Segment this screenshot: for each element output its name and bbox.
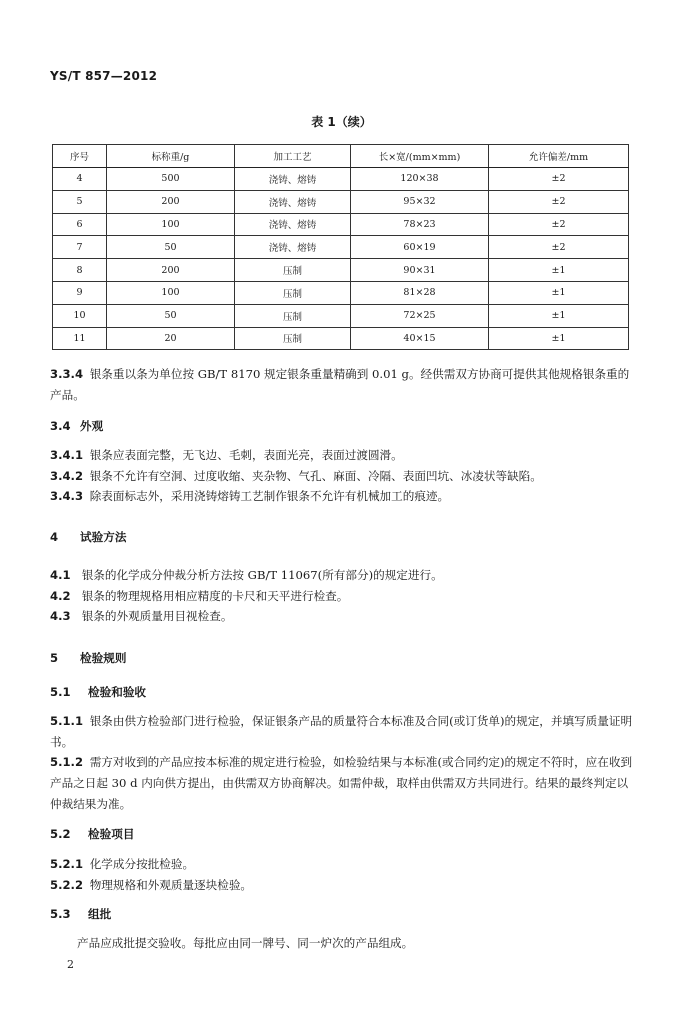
- table-cell: 压制: [235, 304, 351, 327]
- column-header: 标称重/g: [107, 145, 235, 168]
- table-cell: ±1: [489, 304, 629, 327]
- table-cell: ±2: [489, 236, 629, 259]
- table-row: [53, 236, 629, 259]
- heading-title: 检验项目: [88, 827, 135, 841]
- table-cell: 压制: [235, 259, 351, 282]
- clause-number: 3.3.4: [50, 367, 84, 381]
- table-cell: ±1: [489, 327, 629, 350]
- table-row: [53, 190, 629, 213]
- table-cell: 60×19: [351, 236, 489, 259]
- table-cell: 浇铸、熔铸: [235, 236, 351, 259]
- table-cell: 11: [53, 327, 107, 350]
- table-cell: 10: [53, 304, 107, 327]
- table-caption: 表 1（续）: [311, 115, 372, 129]
- clause-5-1-2: [50, 752, 635, 815]
- clause-5-2-1: [50, 856, 635, 873]
- clause-number: 5.2.1: [50, 857, 84, 871]
- table-row: [53, 213, 629, 236]
- table-cell: ±2: [489, 213, 629, 236]
- table-cell: 90×31: [351, 259, 489, 282]
- clause-text: 除表面标志外，采用浇铸熔铸工艺制作银条不允许有机械加工的痕迹。: [89, 489, 450, 503]
- clause-text: 银条不允许有空洞、过度收缩、夹杂物、气孔、麻面、冷隔、表面凹坑、冰凌状等缺陷。: [89, 469, 542, 483]
- clause-3-3-4: [50, 364, 635, 406]
- table-cell: 40×15: [351, 327, 489, 350]
- table-cell: 7: [53, 236, 107, 259]
- table-cell: ±2: [489, 168, 629, 191]
- table-row: [53, 327, 629, 350]
- table-cell: 200: [107, 259, 235, 282]
- table-cell: 8: [53, 259, 107, 282]
- table-cell: 78×23: [351, 213, 489, 236]
- table-cell: 压制: [235, 281, 351, 304]
- clause-3-4-1: [50, 447, 635, 464]
- clause-3-4-3: [50, 488, 635, 505]
- clause-text: 化学成分按批检验。: [89, 857, 195, 871]
- clause-number: 3.4.1: [50, 448, 84, 462]
- clause-number: 4.2: [50, 589, 71, 603]
- clause-text: 银条的物理规格用相应精度的卡尺和天平进行检查。: [81, 589, 349, 603]
- heading-4: [50, 529, 126, 546]
- column-header: 加工工艺: [235, 145, 351, 168]
- table-cell: 200: [107, 190, 235, 213]
- standard-code: YS/T 857—2012: [50, 69, 158, 83]
- clause-text: 银条重以条为单位按 GB/T 8170 规定银条重量精确到 0.01 g。经供需双方协商可提供其他规格银条重的产品。: [50, 367, 630, 402]
- heading-number: 5.2: [50, 827, 71, 841]
- table-cell: 4: [53, 168, 107, 191]
- table-row: [53, 304, 629, 327]
- table-cell: ±2: [489, 190, 629, 213]
- table-cell: 100: [107, 213, 235, 236]
- heading-5: [50, 650, 126, 667]
- heading-number: 3.4: [50, 419, 71, 433]
- heading-title: 组批: [88, 907, 112, 921]
- table-cell: 浇铸、熔铸: [235, 168, 351, 191]
- clause-number: 4.1: [50, 568, 71, 582]
- clause-text: 物理规格和外观质量逐块检验。: [89, 878, 253, 892]
- clause-number: 3.4.3: [50, 489, 84, 503]
- column-header: 序号: [53, 145, 107, 168]
- table-cell: 6: [53, 213, 107, 236]
- clause-text: 银条应表面完整，无飞边、毛刺，表面光亮，表面过渡圆滑。: [89, 448, 403, 462]
- heading-3-4: [50, 418, 103, 435]
- clause-text: 银条的外观质量用目视检查。: [81, 609, 233, 623]
- table-cell: 压制: [235, 327, 351, 350]
- clause-number: 4.3: [50, 609, 71, 623]
- heading-5-2: [50, 826, 134, 843]
- heading-number: 4: [50, 530, 59, 544]
- column-header: 长×宽/(mm×mm): [351, 145, 489, 168]
- clause-text: 银条由供方检验部门进行检验，保证银条产品的质量符合本标准及合同(或订货单)的规定，并填写质量证明书。: [50, 714, 633, 749]
- table-cell: 100: [107, 281, 235, 304]
- table-cell: ±1: [489, 259, 629, 282]
- table-cell: 9: [53, 281, 107, 304]
- clause-4-2: [50, 588, 635, 605]
- clause-text: 银条的化学成分仲裁分析方法按 GB/T 11067(所有部分)的规定进行。: [81, 568, 443, 582]
- heading-title: 试验方法: [80, 530, 127, 544]
- table-cell: 5: [53, 190, 107, 213]
- table-cell: 50: [107, 304, 235, 327]
- clause-number: 5.1.1: [50, 714, 84, 728]
- heading-title: 检验规则: [80, 651, 127, 665]
- table-row: [53, 281, 629, 304]
- table-row: [53, 259, 629, 282]
- heading-title: 外观: [80, 419, 104, 433]
- table-cell: 浇铸、熔铸: [235, 213, 351, 236]
- clause-5-3-text: 产品应成批提交验收。每批应由同一牌号、同一炉次的产品组成。: [77, 936, 414, 950]
- table-cell: 浇铸、熔铸: [235, 190, 351, 213]
- table-cell: 20: [107, 327, 235, 350]
- clause-4-1: [50, 567, 635, 584]
- table-cell: 500: [107, 168, 235, 191]
- heading-number: 5: [50, 651, 59, 665]
- column-header: 允许偏差/mm: [489, 145, 629, 168]
- clause-text: 需方对收到的产品应按本标准的规定进行检验，如检验结果与本标准(或合同约定)的规定不符时，应在收到产品之日起 30 d 内向供方提出，由供需双方协商解决。如需仲裁，取样由供需双方共同进行。结果的最终判定以仲裁结果为准。: [50, 755, 633, 811]
- clause-number: 5.2.2: [50, 878, 84, 892]
- spec-table: [52, 144, 629, 350]
- table-cell: 50: [107, 236, 235, 259]
- table-cell: 95×32: [351, 190, 489, 213]
- clause-5-2-2: [50, 877, 635, 894]
- heading-5-3: [50, 906, 111, 923]
- clause-number: 5.1.2: [50, 755, 84, 769]
- table-cell: 81×28: [351, 281, 489, 304]
- clause-4-3: [50, 608, 635, 625]
- clause-5-1-1: [50, 711, 635, 753]
- table-row: [53, 168, 629, 191]
- table-header-row: [53, 145, 629, 168]
- page-number: 2: [67, 958, 74, 971]
- heading-number: 5.1: [50, 685, 71, 699]
- heading-5-1: [50, 684, 146, 701]
- clause-number: 3.4.2: [50, 469, 84, 483]
- clause-3-4-2: [50, 468, 635, 485]
- heading-title: 检验和验收: [88, 685, 147, 699]
- table-cell: 120×38: [351, 168, 489, 191]
- table-cell: ±1: [489, 281, 629, 304]
- table-cell: 72×25: [351, 304, 489, 327]
- heading-number: 5.3: [50, 907, 71, 921]
